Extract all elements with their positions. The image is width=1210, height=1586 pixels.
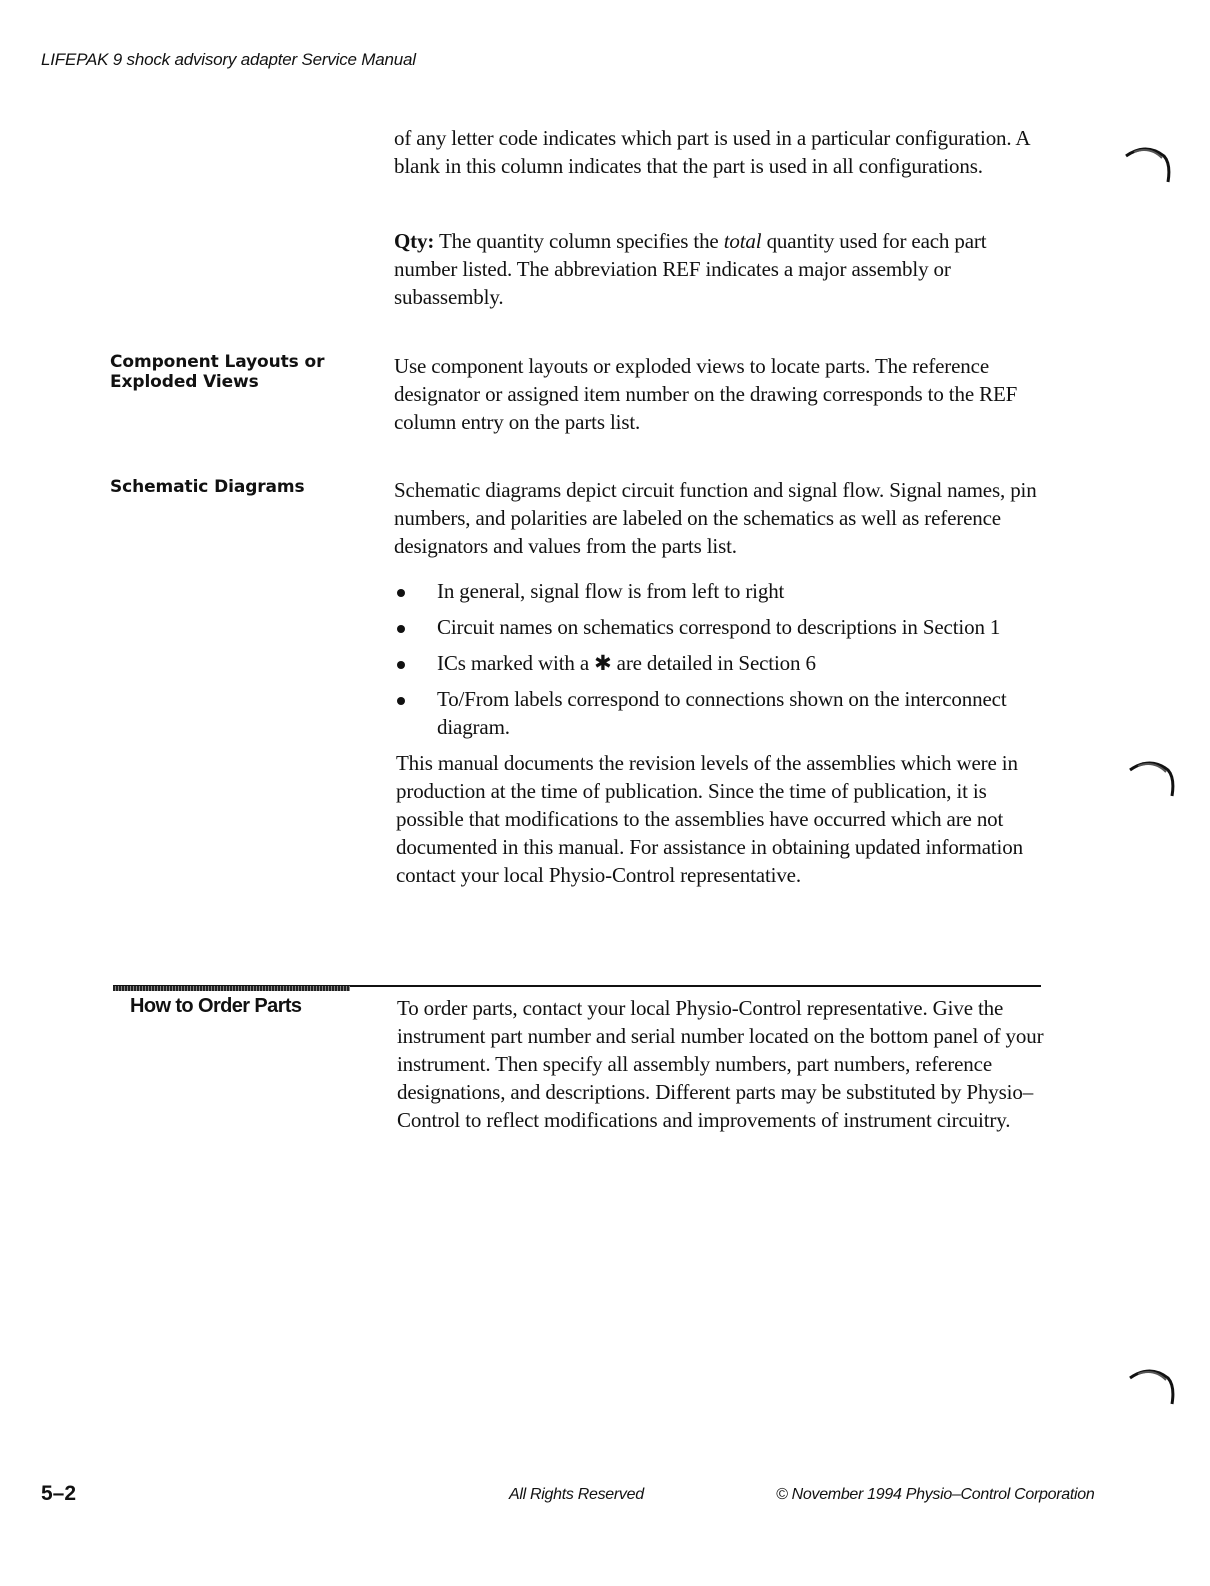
running-header: LIFEPAK 9 shock advisory adapter Service Manual <box>41 50 416 69</box>
list-item-text: To/From labels correspond to connections shown on the interconnect diagram. <box>437 687 1007 739</box>
list-item <box>396 649 1056 677</box>
schematic-diagrams-heading: Schematic Diagrams <box>110 477 305 497</box>
qty-text-after: quantity used for each part number listed. The abbreviation REF indicates a major assembly or subassembly. <box>394 229 987 309</box>
how-to-order-text: To order parts, contact your local Physio-Control representative. Give the instrument part number and serial number located on the bottom panel of your instrument. Then specify all assembly numbers, part numbers, reference designations, and descriptions. Different parts may be substituted by Physio–Control to reflect modifications and improvements of instrument circuitry. <box>397 996 1044 1132</box>
list-item <box>396 685 1056 741</box>
page-number: 5–2 <box>41 1482 77 1505</box>
bullet-icon <box>397 697 405 705</box>
component-layouts-heading: Component Layouts or Exploded Views <box>110 352 325 392</box>
bullet-icon <box>397 589 405 597</box>
list-item <box>396 577 1056 605</box>
footer-rights: All Rights Reserved <box>509 1486 644 1503</box>
revision-note: This manual documents the revision levels of the assemblies which were in production at the time of publication. Since the time of publication, it is possible that modifications to the assemblies have occurred which are not documented in this manual. For assistance in obtaining updated information contact your local Physio-Control representative. <box>396 751 1023 887</box>
qty-label: Qty: <box>394 229 435 253</box>
footer-copyright: © November 1994 Physio–Control Corporation <box>776 1486 1095 1503</box>
binder-hole-mark-icon <box>1128 1364 1178 1408</box>
list-item-text: In general, signal flow is from left to right <box>437 579 785 603</box>
how-to-order-heading: How to Order Parts <box>130 995 302 1017</box>
intro-paragraph: of any letter code indicates which part is used in a particular configuration. A blank in this column indicates that the part is used in all configurations. <box>394 126 1030 178</box>
qty-text-before: The quantity column specifies the <box>434 229 724 253</box>
schematic-bullet-list <box>396 577 1056 749</box>
list-item-text: Circuit names on schematics correspond to descriptions in Section 1 <box>437 615 1001 639</box>
component-layouts-text: Use component layouts or exploded views to locate parts. The reference designator or assigned item number on the drawing corresponds to the REF column entry on the parts list. <box>394 354 1018 434</box>
binder-hole-mark-icon <box>1128 756 1178 800</box>
schematic-diagrams-text: Schematic diagrams depict circuit function and signal flow. Signal names, pin numbers, and polarities are labeled on the schematics as well as reference designators and values from the parts list. <box>394 478 1037 558</box>
section-divider-accent <box>113 985 350 991</box>
list-item-text: ICs marked with a ✱ are detailed in Section 6 <box>437 651 816 675</box>
qty-paragraph <box>394 227 1054 311</box>
binder-hole-mark-icon <box>1124 142 1174 186</box>
bullet-icon <box>397 661 405 669</box>
bullet-icon <box>397 625 405 633</box>
list-item <box>396 613 1056 641</box>
qty-emphasis: total <box>723 229 762 253</box>
